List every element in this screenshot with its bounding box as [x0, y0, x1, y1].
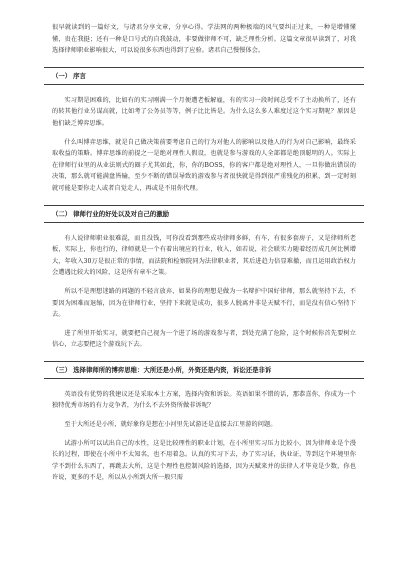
intro-paragraph: 很早就读到的一篇好文，与诸君分享文章，分享心得。学法网的两种极端的风气要纠正过来，一种是增懂懂懂，贵在我挺；还有一种是口号式的自我鼓动，非要做律师不可，缺乏理性分析。这篇文章很早读到了，对我选择律师职业影响很大，可以说很多东西也得到了应验。诸君自己慢慢体会。 [52, 24, 356, 55]
section-title: 序言 [73, 72, 86, 81]
body-paragraph: 英语没有优势的我建议还是采取本土方案，选择内资和诉讼。英语如果不错的话，那恭喜你，你成为一个独特优秀市场的有力竞争者，为什么不去外资所做非诉呢？ [52, 390, 356, 410]
section-heading [44, 361, 364, 379]
section-title: 律师行业的好处以及对自己的激励 [73, 210, 170, 219]
section-title: 选择律师所的博弈思维：大所还是小所，外资还是内资，诉讼还是非诉 [73, 366, 272, 375]
section-number: （二） [52, 210, 72, 219]
body-paragraph: 进了所里开始实习，就要把自己视为一个进了场的游戏参与者，到处充满了危险，这个时候你首先要树立信心，立志要把这个游戏玩下去。 [52, 329, 356, 349]
section-heading [44, 205, 364, 223]
body-paragraph: 什么叫博弈思维，就是自己做决策前要考虑自己的行为对他人的影响以及他人的行为对自己影响，最终采取收益的策略。博弈思维的前提之一是绝对理性人假设，也就是参与游戏的人全部都是绝顶聪明的人。实际上在律师行业里的从业法则式的圈子尤其如此，你，你的BOSS，你的客户都是绝对理性人，一旦你做出错误的决策，那么就可能满盘皆输，至少不断的错误导致的游戏参与者很快就是得到很严重残化的积累，到一定时刻就可能是要你走人或者自觉走人，再或是不用你代理。 [52, 138, 356, 192]
section-heading [44, 67, 364, 85]
body-paragraph: 实习期是困难的，比如有的实习刚满一个月便遭老板解雇，有的实习一段时间总受不了主动换所了，还有的转其他行业另谋高就，比如考了公务员等等，例子比比皆是。为什么这么多人难度过这个实习期呢？原因是他们缺乏博弈思维。 [52, 96, 356, 127]
section-number: （三） [52, 366, 72, 375]
body-paragraph: 有人说律师职业很难混，而且没钱，可你没看到那些成功律师多鲜，有车，有很多套房子，又是律师所老板，实际上，你也行的，律师就是一个有着出境应的行业，收入，如若说，社会联实力随着经历成几何比例增大，年收入30万是很正常的事情，而法院和检察院同为法律职业者，其后进趋力倍显难撤，而且运用政治权力会遭遇比较大的风险，这是所有章车之策。 [52, 234, 356, 277]
body-paragraph: 至于大所还是小所，就好象你是想在小河里先试游还是直接去江里游的问题。 [64, 421, 277, 429]
body-paragraph: 试游小所可以试出自己的水性，这是比较理性的职业计划，在小所里实习压力比较小，因为律师业是个漫长的过程，即使在小所中不太知名，也不用着急。认真的实习下去，办了实习证，执业证，等到这个环境里你学不到什么东西了，再跳去大所，这是个理性也控制风险的选择，因为天赋来并的法律人才毕竟是少数，你也许说，更多的不是，所以从小所到大所一般只需 [52, 439, 356, 482]
section-number: （一） [52, 72, 72, 81]
body-paragraph: 所以不是理想迷路的问题的不轻言放弃，如果你的理想是做为一名辩护中国好律师，那么就坚持下去，不要因为困难而退缩，因为在律师行业，坚持下来就是成功，很多人脱离并非是天赋不行，而是没有信心坚持下去。 [52, 287, 356, 319]
